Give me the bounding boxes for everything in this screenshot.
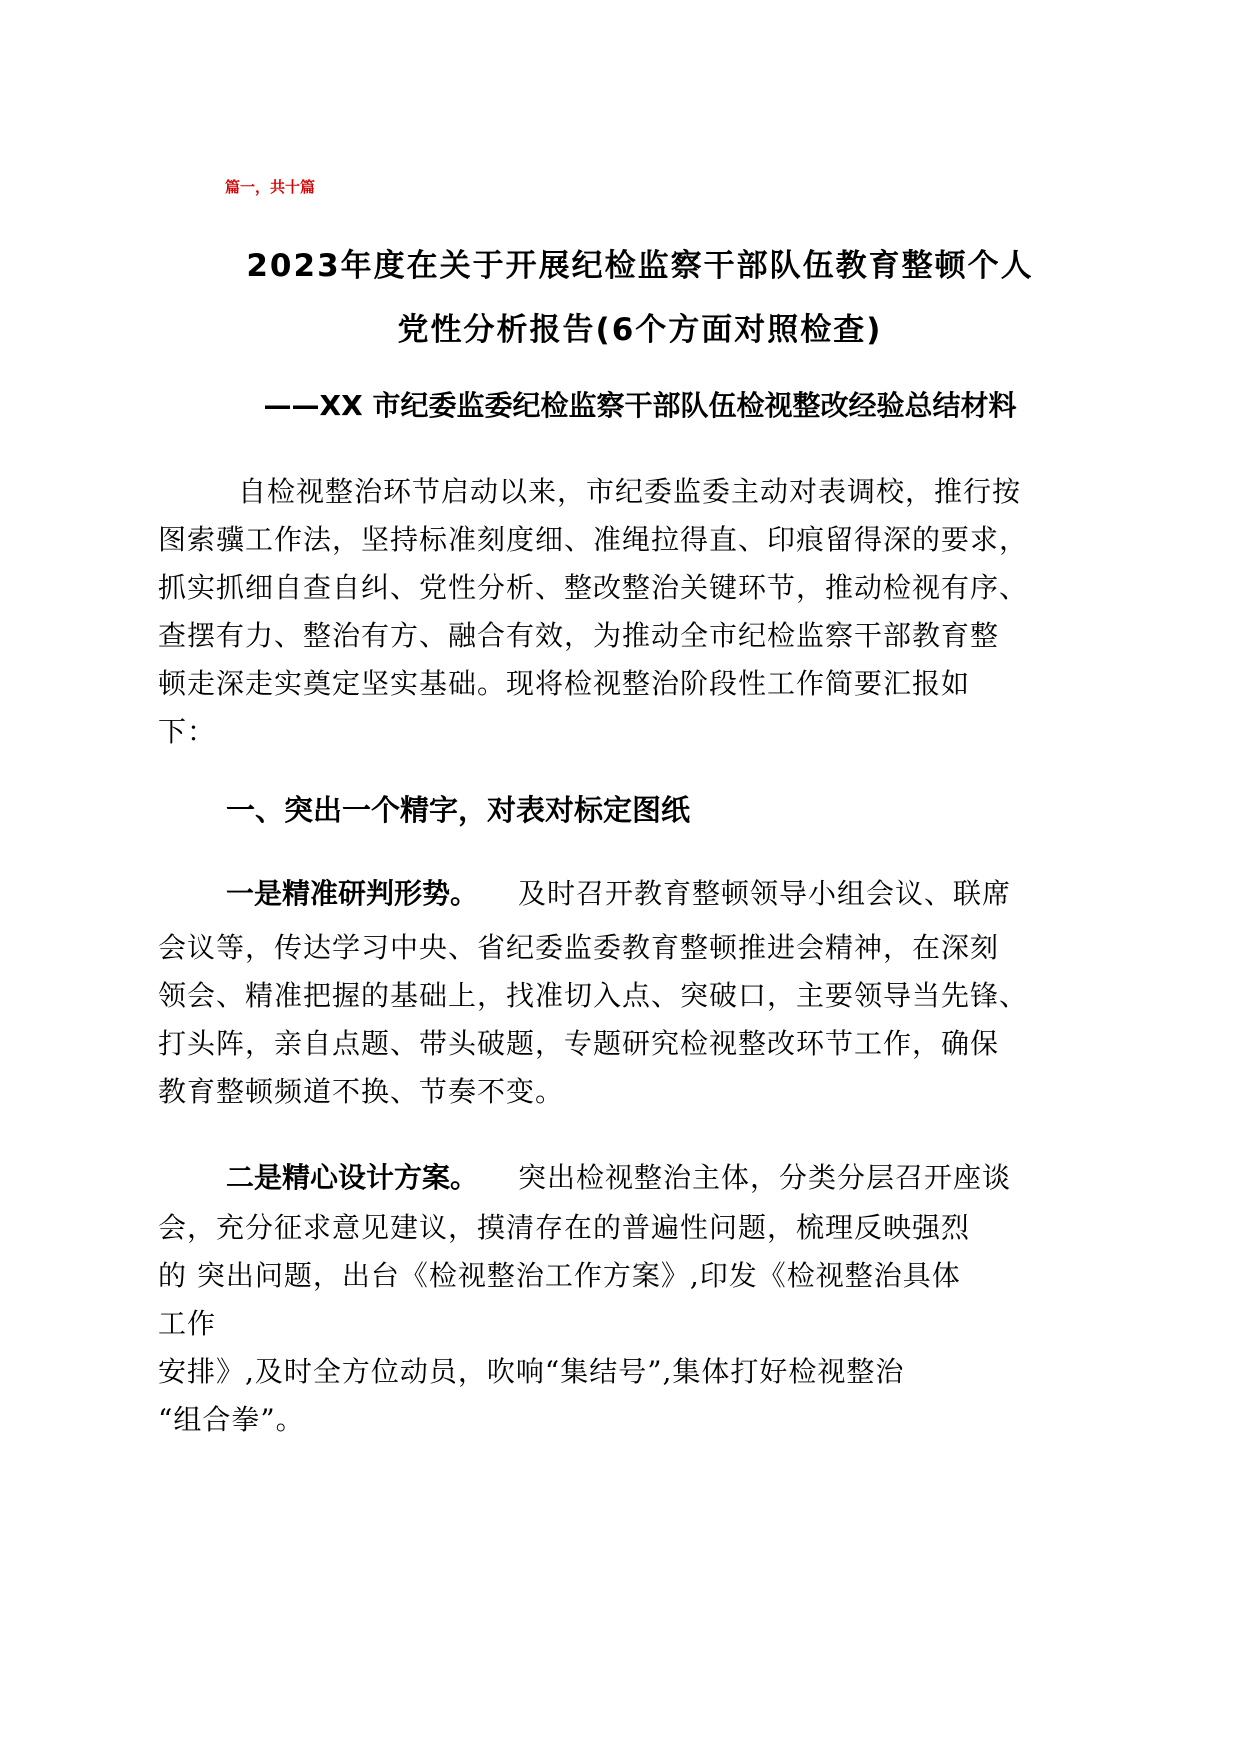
paragraph-first-line bbox=[226, 872, 1011, 912]
document-title-line-2: 党性分析报告(6个方面对照检查) bbox=[397, 312, 883, 348]
paragraph-line: 打头阵，亲自点题、带头破题，专题研究检视整改环节工作，确保 bbox=[158, 1027, 1000, 1060]
paragraph-line: 安排》,及时全方位动员，吹响“集结号”,集体打好检视整治 bbox=[158, 1355, 905, 1388]
intro-line: 顿走深走实奠定坚实基础。现将检视整治阶段性工作简要汇报如 bbox=[158, 667, 971, 700]
paragraph-text: 及时召开教育整顿领导小组会议、联席 bbox=[518, 877, 1012, 910]
paragraph-line: 工作 bbox=[158, 1307, 217, 1340]
paragraph-first-line bbox=[226, 1156, 1011, 1196]
paragraph-line: 会，充分征求意见建议，摸清存在的普遍性问题，梳理反映强烈 bbox=[158, 1211, 971, 1244]
paragraph-line: 领会、精准把握的基础上，找准切入点、突破口，主要领导当先锋、 bbox=[158, 979, 1029, 1012]
intro-line: 图索骥工作法，坚持标准刻度细、准绳拉得直、印痕留得深的要求， bbox=[158, 523, 1029, 556]
paragraph-line: 的 突出问题，出台《检视整治工作方案》,印发《检视整治具体 bbox=[158, 1259, 961, 1292]
document-title-line-1: 2023年度在关于开展纪检监察干部队伍教育整顿个人 bbox=[246, 248, 1034, 284]
intro-line: 自检视整治环节启动以来，市纪委监委主动对表调校，推行按 bbox=[238, 475, 1022, 508]
paragraph-line: 会议等，传达学习中央、省纪委监委教育整顿推进会精神，在深刻 bbox=[158, 931, 1000, 964]
paragraph-lead: 一是精准研判形势。 bbox=[226, 877, 479, 910]
intro-line: 查摆有力、整治有方、融合有效，为推动全市纪检监察干部教育整 bbox=[158, 619, 1000, 652]
document-tag: 篇一，共十篇 bbox=[225, 178, 316, 196]
paragraph-line: “组合拳”。 bbox=[158, 1403, 305, 1436]
intro-line: 下： bbox=[158, 715, 217, 748]
paragraph-text: 突出检视整治主体，分类分层召开座谈 bbox=[518, 1161, 1012, 1194]
paragraph-lead: 二是精心设计方案。 bbox=[226, 1161, 479, 1194]
section-heading: 一、突出一个精字，对表对标定图纸 bbox=[226, 793, 691, 827]
paragraph-line: 教育整顿频道不换、节奏不变。 bbox=[158, 1075, 565, 1108]
document-subtitle: ——XX 市纪委监委纪检监察干部队伍检视整改经验总结材料 bbox=[263, 389, 1017, 422]
intro-line: 抓实抓细自查自纠、党性分析、整改整治关键环节，推动检视有序、 bbox=[158, 571, 1029, 604]
